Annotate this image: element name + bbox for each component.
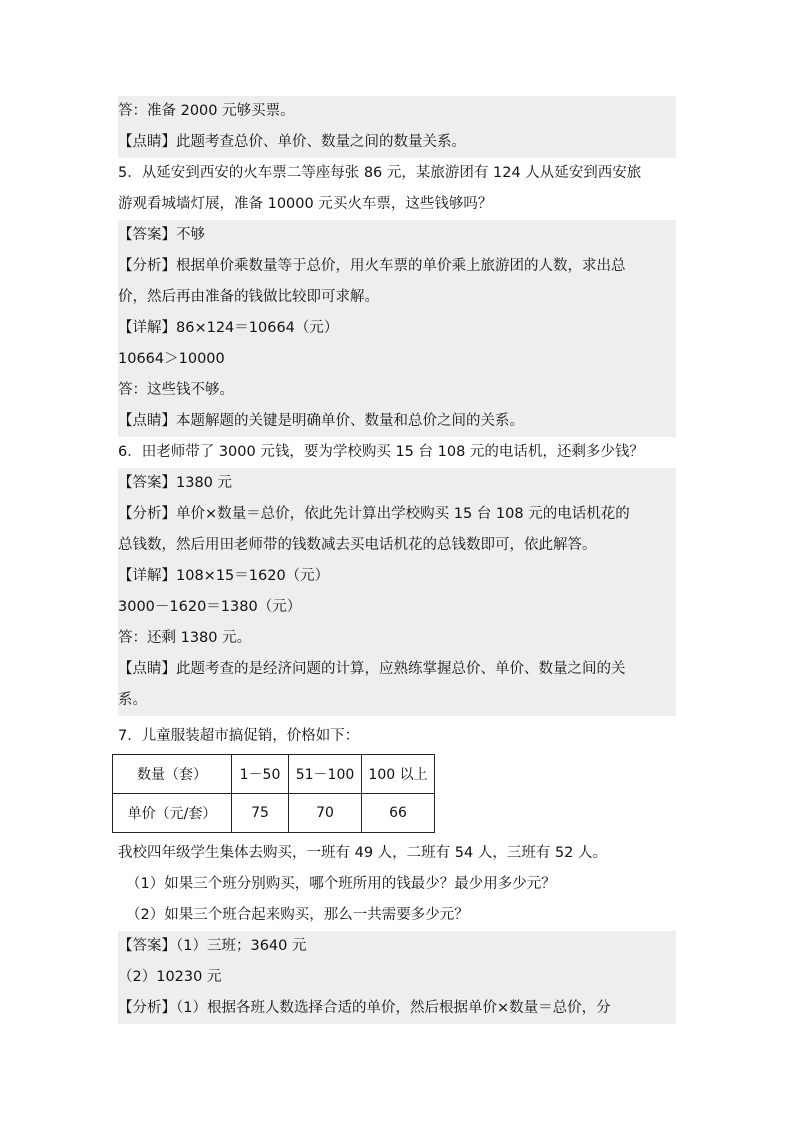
analysis-line: 【分析】单价×数量＝总价，依此先计算出学校购买 15 台 108 元的电话机花的 xyxy=(118,499,676,530)
comment-line: 【点睛】此题考查的是经济问题的计算，应熟练掌握总价、单价、数量之间的关 xyxy=(118,654,676,685)
question-5-line-1: 5．从延安到西安的火车票二等座每张 86 元，某旅游团有 124 人从延安到西安旅 xyxy=(118,165,642,181)
answer-line: 答：这些钱不够。 xyxy=(118,375,676,406)
table-cell: 66 xyxy=(362,794,435,833)
question-7-part-2: （2）如果三个班合起来购买，那么一共需要多少元？ xyxy=(126,907,469,923)
answer-line: 答：准备 2000 元够买票。 xyxy=(118,96,676,127)
question-5-line-2: 游观看城墙灯展，准备 10000 元买火车票，这些钱够吗？ xyxy=(118,196,493,212)
price-table xyxy=(112,754,435,833)
question-7-context: 我校四年级学生集体去购买，一班有 49 人，二班有 54 人，三班有 52 人。 xyxy=(118,845,608,861)
comment-line: 【点睛】此题考查总价、单价、数量之间的数量关系。 xyxy=(118,127,676,158)
table-row xyxy=(113,794,435,833)
answer-line: 答：还剩 1380 元。 xyxy=(118,623,676,654)
question-6-line: 6．田老师带了 3000 元钱，要为学校购买 15 台 108 元的电话机，还剩多少钱？ xyxy=(118,444,644,460)
answer-line: 【答案】（1）三班；3640 元 xyxy=(118,931,676,962)
comment-line: 【点睛】本题解题的关键是明确单价、数量和总价之间的关系。 xyxy=(118,406,676,437)
analysis-line: 总钱数，然后用田老师带的钱数减去买电话机花的总钱数即可，依此解答。 xyxy=(118,530,676,561)
comment-line: 系。 xyxy=(118,685,676,716)
question-7-line: 7．儿童服装超市搞促销，价格如下： xyxy=(118,728,360,744)
table-cell: 75 xyxy=(232,794,289,833)
table-cell: 单价（元/套） xyxy=(113,794,232,833)
table-cell: 51－100 xyxy=(289,755,362,794)
question-7-part-1: （1）如果三个班分别购买，哪个班所用的钱最少？最少用多少元？ xyxy=(126,876,556,892)
table-cell: 70 xyxy=(289,794,362,833)
solution-line: 【详解】108×15＝1620（元） xyxy=(118,561,676,592)
analysis-line: 【分析】根据单价乘数量等于总价，用火车票的单价乘上旅游团的人数，求出总 xyxy=(118,251,676,282)
answer-line: 【答案】1380 元 xyxy=(118,468,676,499)
answer-line: 【答案】不够 xyxy=(118,220,676,251)
table-cell: 1－50 xyxy=(232,755,289,794)
table-cell: 数量（套） xyxy=(113,755,232,794)
solution-line: 3000－1620＝1380（元） xyxy=(118,592,676,623)
answer-line: （2）10230 元 xyxy=(118,962,676,993)
solution-line: 10664＞10000 xyxy=(118,344,676,375)
table-row xyxy=(113,755,435,794)
solution-line: 【详解】86×124＝10664（元） xyxy=(118,313,676,344)
table-cell: 100 以上 xyxy=(362,755,435,794)
analysis-line: 价，然后再由准备的钱做比较即可求解。 xyxy=(118,282,676,313)
analysis-line: 【分析】（1）根据各班人数选择合适的单价，然后根据单价×数量＝总价，分 xyxy=(118,993,676,1024)
